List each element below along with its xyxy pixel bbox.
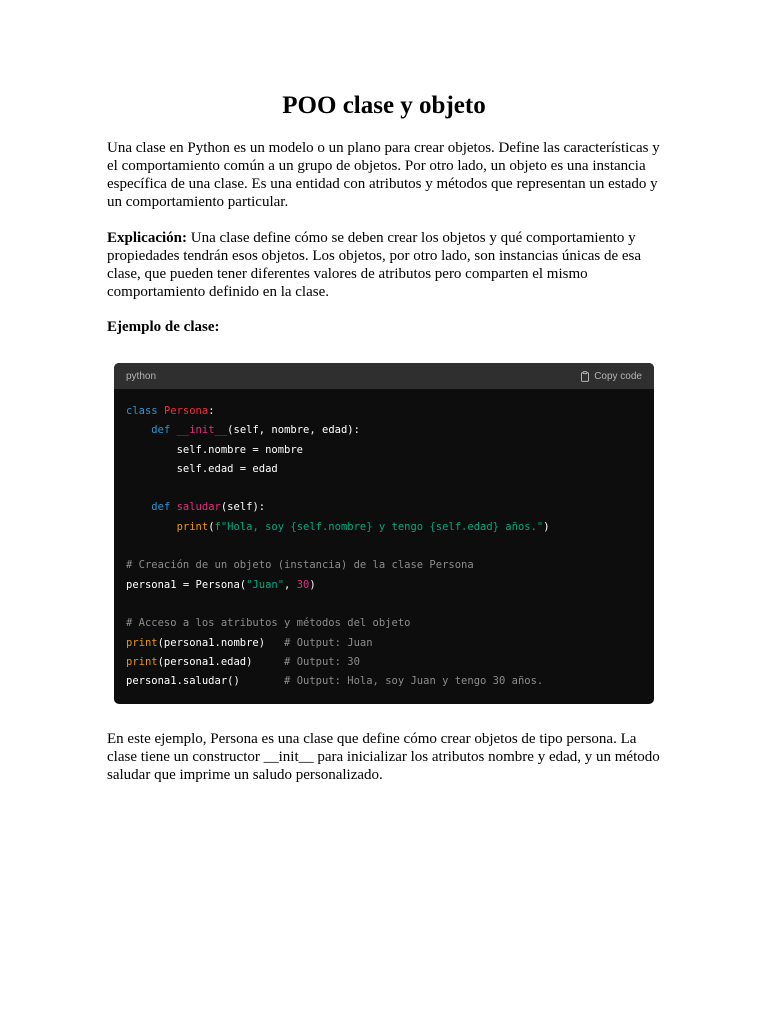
code-line (126, 653, 642, 672)
code-token: # Output: 30 (284, 655, 360, 668)
code-line (126, 402, 642, 421)
code-token: : (208, 405, 215, 417)
code-language-label: python (126, 370, 157, 382)
copy-code-label: Copy code (594, 370, 642, 382)
code-token: def (151, 501, 171, 514)
code-line (126, 576, 642, 595)
code-token: ) (543, 520, 550, 533)
code-line (126, 479, 642, 498)
code-token (126, 424, 151, 436)
code-token (126, 521, 177, 533)
code-line (126, 556, 642, 575)
code-line (126, 537, 642, 556)
code-token: saludar (176, 501, 221, 514)
code-token: # Output: Juan (284, 636, 373, 649)
code-line (126, 672, 642, 691)
explanation-text: Una clase define cómo se deben crear los objetos y qué comportamiento y propiedades tendrán esos objetos. Los objetos, por otro lado, son instancias únicas de esa clase, que pueden tener diferentes valores de atributos pero comparten el mismo comportamiento definido en la clase. (107, 230, 642, 300)
code-line (126, 518, 642, 537)
code-token: ( (208, 520, 215, 533)
code-token: # Acceso a los atributos y métodos del objeto (126, 617, 411, 630)
code-token: # Creación de un objeto (instancia) de la clase Persona (126, 559, 474, 572)
explanation-paragraph (107, 229, 663, 301)
code-content (114, 389, 654, 691)
clipboard-icon (580, 371, 590, 382)
code-line (126, 421, 642, 440)
code-token: , (284, 578, 297, 591)
code-token: print (126, 655, 158, 668)
copy-code-button[interactable] (580, 371, 642, 382)
code-token: f"Hola, soy {self.nombre} y tengo {self.edad} años." (214, 520, 544, 533)
explanation-label: Explicación: (107, 230, 188, 246)
code-token: __init__ (176, 424, 228, 437)
code-line (126, 595, 642, 614)
code-token: "Juan" (246, 578, 285, 591)
code-token: class (126, 405, 158, 417)
code-token: (persona1.nombre) (157, 636, 285, 649)
example-heading: Ejemplo de clase: (107, 319, 220, 335)
code-line (126, 441, 642, 460)
code-token: (self): (220, 501, 266, 514)
code-token (126, 501, 151, 513)
code-token: persona1 = Persona( (126, 578, 247, 591)
code-token: (self, nombre, edad): (227, 424, 360, 437)
code-token: self.edad = edad (126, 462, 278, 475)
intro-paragraph: Una clase en Python es un modelo o un plano para crear objetos. Define las características y el comportamiento común a un grupo de objetos. Por otro lado, un objeto es una instancia específica de una clase. Es una entidad con atributos y métodos que representan un estado y un comportamiento particular. (107, 140, 660, 210)
code-token: (persona1.edad) (157, 655, 285, 668)
code-token: ) (309, 578, 316, 591)
code-token: # Output: Hola, soy Juan y tengo 30 años. (284, 675, 544, 688)
closing-paragraph: En este ejemplo, Persona es una clase que define cómo crear objetos de tipo persona. La clase tiene un constructor __init__ para inicializar los atributos nombre y edad, y un método saludar que imprime un saludo personalizado. (107, 731, 660, 783)
code-token: Persona (163, 405, 209, 417)
code-token: print (126, 636, 158, 649)
code-token: self.nombre = nombre (126, 443, 304, 456)
code-line (126, 460, 642, 479)
code-token: def (151, 424, 171, 437)
code-line (126, 614, 642, 633)
code-token: print (176, 520, 209, 533)
code-line (126, 634, 642, 653)
code-token: 30 (296, 578, 310, 591)
code-line (126, 498, 642, 517)
code-block (114, 363, 654, 704)
page-title: POO clase y objeto (282, 92, 486, 119)
code-token: persona1.saludar() (126, 675, 285, 688)
code-block-header (114, 363, 654, 389)
